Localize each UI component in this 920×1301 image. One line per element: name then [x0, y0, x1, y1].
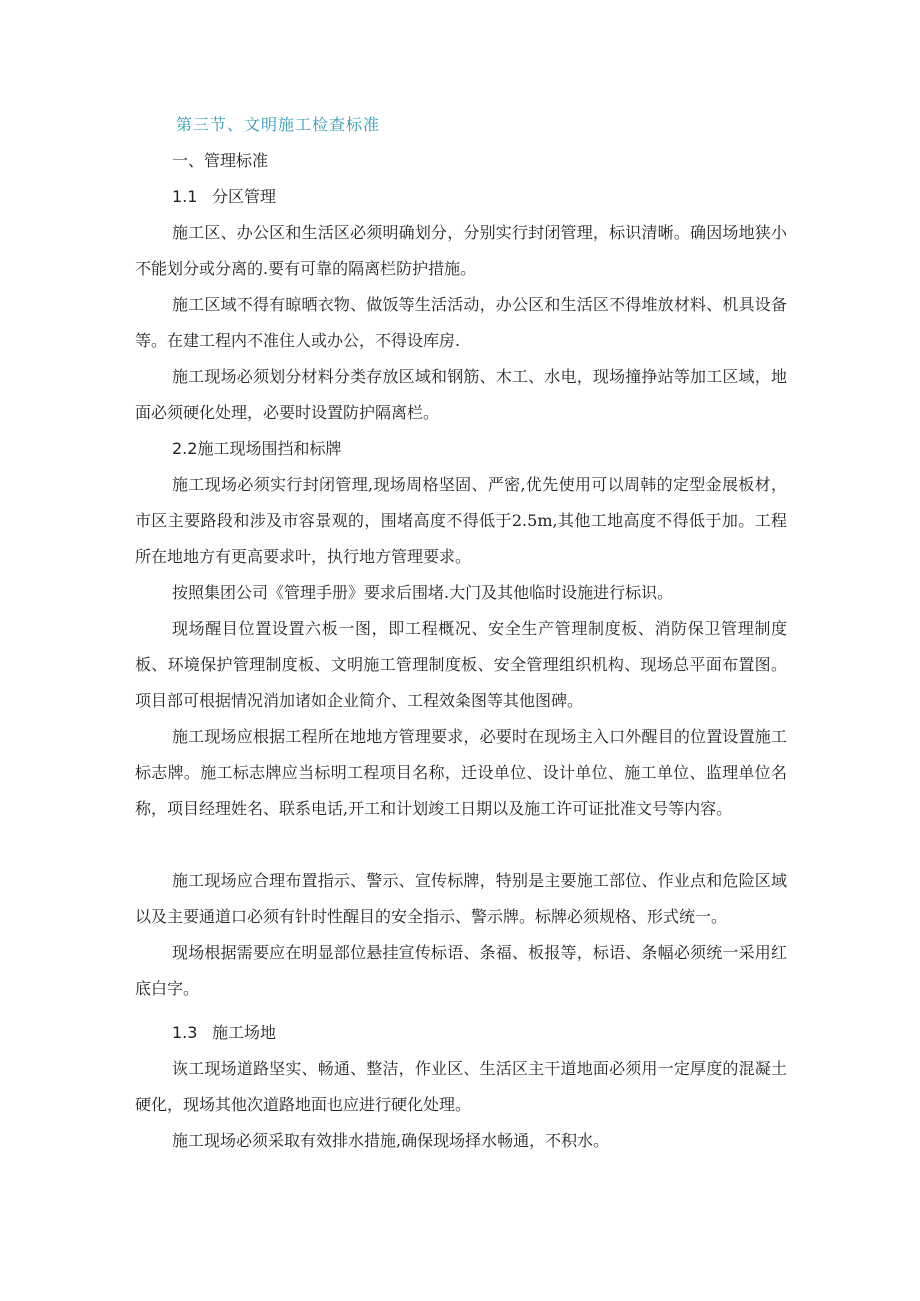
paragraph-identification: 按照集团公司《管理手册》要求后围堵.大门及其他临时设施进行标识。 — [172, 583, 674, 602]
heading-number: 1.1 — [172, 187, 198, 206]
heading-label: 分区管理 — [212, 187, 277, 206]
heading-label: 施工场地 — [212, 1023, 277, 1042]
heading-management-standard: 一、管理标准 — [172, 151, 269, 170]
heading-2-2 — [172, 437, 341, 461]
paragraph-site-roads: 诙工现场道路坚实、畅通、整洁，作业区、生活区主干道地面必须用一定厚度的混凝土硬化，现场其他次道路地面也应进行硬化处理。 — [135, 1059, 787, 1114]
paragraph-warning-signs: 施工现场应合理布置指示、警示、宣传标牌，特别是主要施工部位、作业点和危险区域以及主要通道口必须有针时性醒目的安全指示、警示牌。标牌必须规格、形式统一。 — [135, 871, 787, 926]
heading-number: 1.3 — [172, 1023, 198, 1042]
paragraph-six-boards: 现场醒目位置设置六板一图，即工程概况、安全生产管理制度板、消防保卫管理制度板、环境保护管理制度板、文明施工管理制度板、安全管理组织机构、现场总平面布置图。项目部可根据情况消加诸如企业简介、工程效粂图等其他图碑。 — [135, 619, 787, 710]
heading-number: 2.2 — [172, 439, 198, 458]
paragraph-enclosure: 施工现场必须实行封闭管理,现场周格坚固、严密,优先使用可以周韩的定型金展板材，市区主要路段和涉及市容景观的，围堵高度不得低于2.5m,其他工地高度不得低于加。工程所在地地方有更高要求叶，执行地方管理要求。 — [135, 475, 787, 566]
paragraph-area-rules: 施工区域不得有晾晒衣物、做饭等生活活动，办公区和生活区不得堆放材料、机具设备等。在建工程内不准住人或办公，不得设库房. — [135, 295, 787, 350]
paragraph-slogans: 现场根据需要应在明显部位悬挂宣传标语、条福、板报等，标语、条幅必须统一采用红底白字。 — [135, 943, 787, 998]
paragraph-drainage: 施工现场必须采取有效排水措施,确保现场择水畅通，不积水。 — [172, 1131, 610, 1150]
heading-1-1 — [172, 185, 276, 209]
heading-label: 施工现场围挡和标牌 — [197, 439, 342, 458]
paragraph-material-storage: 施工现场必须划分材料分类存放区域和钢筋、木工、水电，现场撞挣站等加工区域，地面必须硬化处理，必要时设置防护隔离栏。 — [135, 367, 787, 422]
section-title: 第三节、文明施工检查标准 — [176, 115, 381, 134]
heading-1-3 — [172, 1021, 276, 1045]
paragraph-zoning: 施工区、办公区和生活区必须明确划分，分别实行封闭管理，标识清晰。确因场地狭小不能划分或分离的.要有可靠的隔离栏防护措施。 — [135, 223, 787, 278]
paragraph-construction-sign: 施工现场应根据工程所在地地方管理要求，必要时在现场主入口外醒目的位置设置施工标志牌。施工标志牌应当标明工程项目名称，迁设单位、设计单位、施工单位、监理单位名称，项目经理姓名、联系电话,开工和计划竣工日期以及施工许可证批准文号等内容。 — [135, 727, 787, 818]
